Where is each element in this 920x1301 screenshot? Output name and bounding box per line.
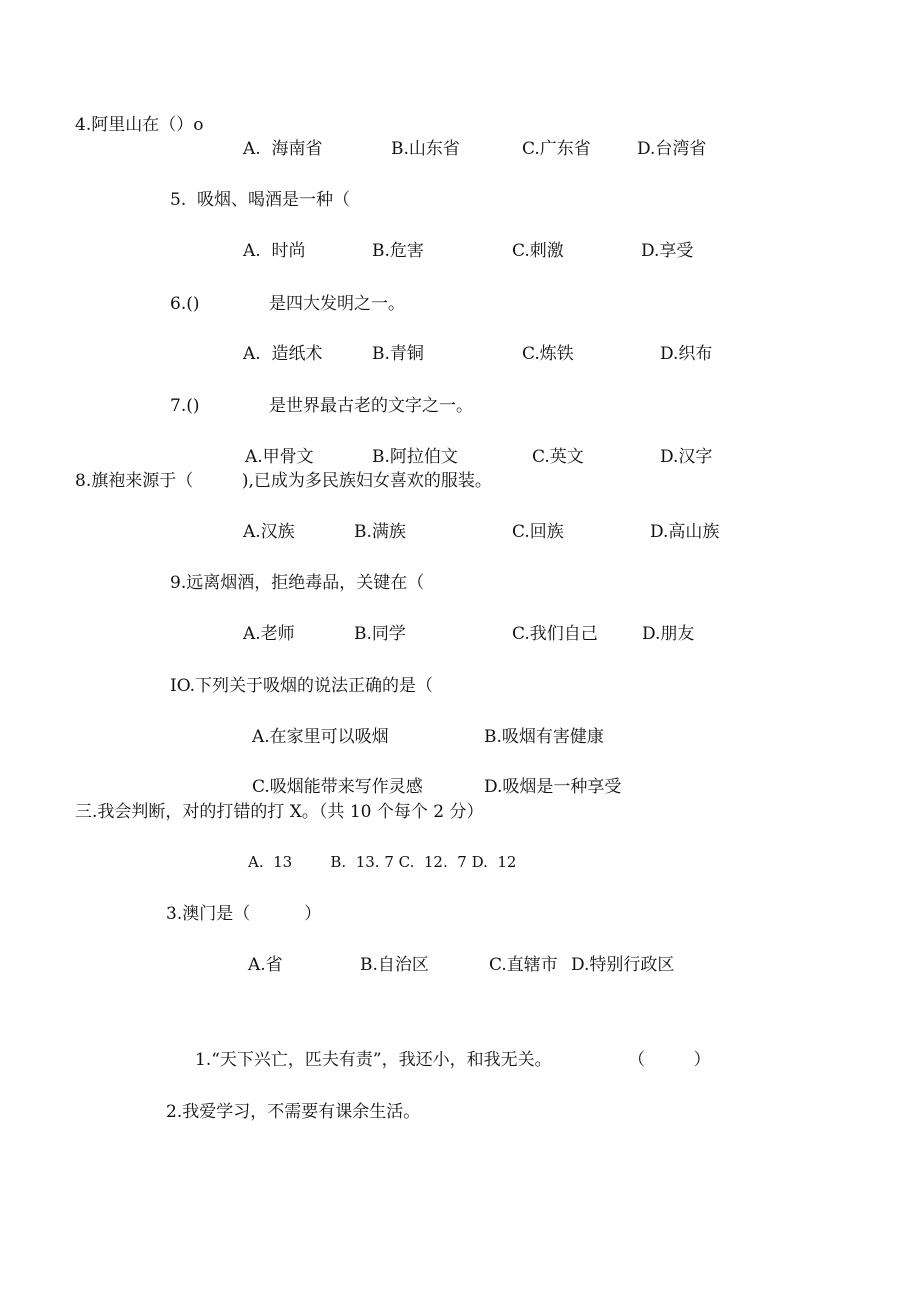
question-8-stem: 8.旗袍来源于（ ),已成为多民族妇女喜欢的服装。 <box>75 471 492 491</box>
question-6-number: 6.() <box>170 294 200 314</box>
question-4-option-b: B.山东省 <box>391 139 460 159</box>
question-7-stem: 是世界最古老的文字之一。 <box>269 396 473 416</box>
question-3-option-a: A.省 <box>248 955 283 975</box>
question-10-option-b: B.吸烟有害健康 <box>484 727 604 747</box>
question-4-option-d: D.台湾省 <box>637 139 707 159</box>
question-5-option-c: C.刺激 <box>512 241 564 261</box>
question-3-option-b: B.自治区 <box>360 955 429 975</box>
question-5-stem: 5. 吸烟、喝酒是一种（ <box>170 190 351 210</box>
question-6-option-b: B.青铜 <box>372 344 424 364</box>
question-5-option-b: B.危害 <box>372 241 424 261</box>
judgment-1-text: 1.“天下兴亡，匹夫有责”，我还小，和我无关。 <box>195 1050 552 1070</box>
question-4-option-a: A. 海南省 <box>243 139 323 159</box>
section-3-heading: 三.我会判断，对的打错的打 X。（共 10 个每个 2 分） <box>75 802 484 822</box>
question-9-option-d: D.朋友 <box>642 624 695 644</box>
question-8-option-b: B.满族 <box>354 522 406 542</box>
judgment-2-text: 2.我爱学习，不需要有课余生活。 <box>166 1102 421 1122</box>
question-7-option-d: D.汉字 <box>660 447 713 467</box>
question-6-stem: 是四大发明之一。 <box>269 294 405 314</box>
question-4-stem: 4.阿里山在（）o <box>75 115 204 135</box>
question-8-option-a: A.汉族 <box>243 522 295 542</box>
question-6-option-c: C.炼铁 <box>522 344 574 364</box>
question-10-option-c: C.吸烟能带来写作灵感 <box>252 777 423 797</box>
question-7-option-a: A.甲骨文 <box>245 447 314 467</box>
question-9-option-a: A.老师 <box>243 624 295 644</box>
judgment-1-blank: （ ） <box>628 1050 711 1070</box>
question-3-stem: 3.澳门是（ ） <box>166 904 322 924</box>
question-9-option-b: B.同学 <box>354 624 406 644</box>
question-10-option-a: A.在家里可以吸烟 <box>252 727 389 747</box>
question-3-option-d: D.特别行政区 <box>571 955 675 975</box>
question-9-option-c: C.我们自己 <box>512 624 598 644</box>
question-3-option-c: C.直辖市 <box>489 955 558 975</box>
question-7-number: 7.() <box>170 396 200 416</box>
question-9-stem: 9.远离烟酒，拒绝毒品，关键在（ <box>170 573 425 593</box>
question-10-stem: IO.下列关于吸烟的说法正确的是（ <box>170 676 434 696</box>
question-8-option-d: D.高山族 <box>650 522 720 542</box>
question-5-option-a: A. 时尚 <box>243 241 306 261</box>
question-6-option-d: D.织布 <box>660 344 713 364</box>
question-10-option-d: D.吸烟是一种享受 <box>484 777 622 797</box>
question-8-option-c: C.回族 <box>512 522 564 542</box>
question-7-option-c: C.英文 <box>532 447 584 467</box>
numeric-options-line: A. 13 B. 13. 7 C. 12. 7 D. 12 <box>248 853 517 871</box>
question-7-option-b: B.阿拉伯文 <box>372 447 458 467</box>
question-4-option-c: C.广东省 <box>522 139 591 159</box>
question-6-option-a: A. 造纸术 <box>243 344 323 364</box>
question-5-option-d: D.享受 <box>641 241 694 261</box>
